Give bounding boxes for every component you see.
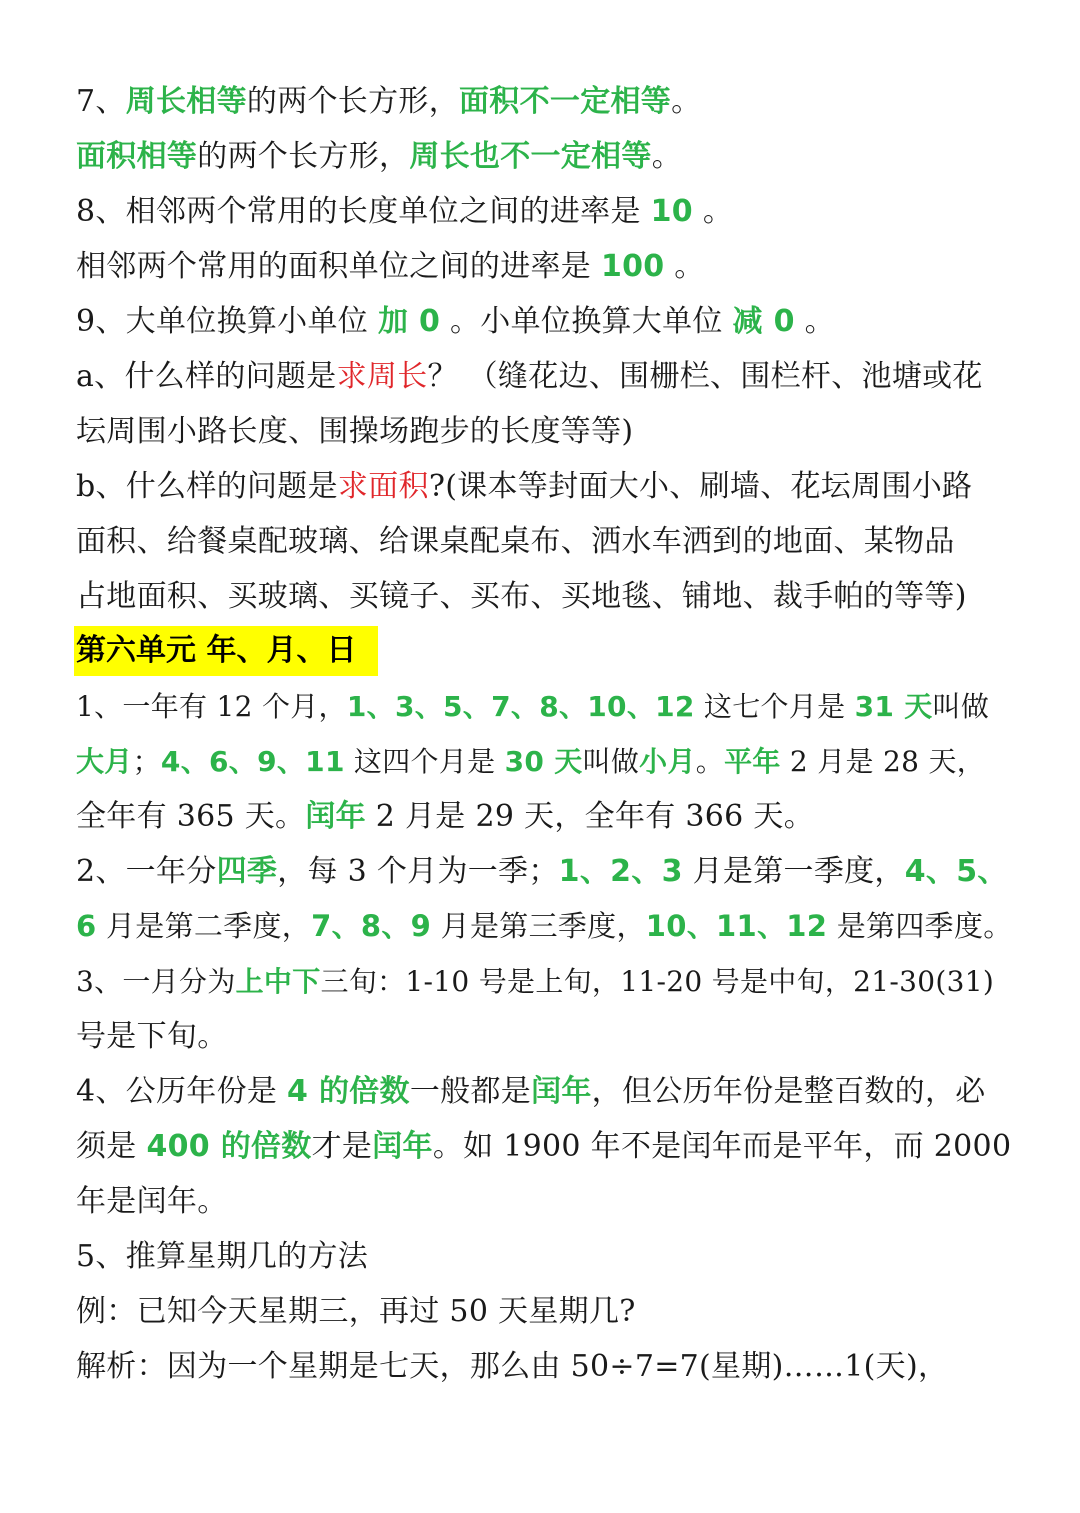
- text-segment: 8、相邻两个常用的长度单位之间的进率是: [76, 194, 651, 229]
- text-line: [76, 1174, 1016, 1229]
- text-line: [76, 74, 1016, 129]
- text-segment: 面积、给餐桌配玻璃、给课桌配桌布、洒水车洒到的地面、某物品: [76, 524, 955, 559]
- text-segment: a、什么样的问题是: [76, 359, 337, 394]
- text-line: [76, 569, 1016, 624]
- section-heading-row: [76, 624, 1016, 679]
- text-segment: 月是第一季度，: [682, 854, 905, 889]
- key-term-green: 4 的倍数: [287, 1074, 410, 1109]
- text-segment: ，但公历年份是整百数的，必: [591, 1074, 986, 1109]
- text-segment: 。如 1900 年不是闰年而是平年，而 2000: [432, 1129, 1012, 1164]
- text-segment: 这四个月是: [344, 745, 505, 778]
- key-term-green: 面积相等: [76, 139, 198, 174]
- text-segment: ？ （缝花边、围栅栏、围栏杆、池塘或花: [427, 359, 983, 394]
- text-segment: 例：已知今天星期三，再过 50 天星期几?: [76, 1294, 636, 1329]
- key-term-green: 31 天: [854, 690, 933, 723]
- text-line: [76, 184, 1016, 239]
- key-term-green: 7、8、9: [311, 909, 432, 943]
- text-segment: 须是: [76, 1129, 147, 1164]
- text-line: [76, 294, 1016, 349]
- text-segment: 。小单位换算大单位: [440, 304, 733, 339]
- text-line: [76, 734, 1016, 789]
- text-line: [76, 239, 1016, 294]
- key-term-green: 4、5、: [904, 854, 1008, 889]
- text-segment: 。: [664, 249, 705, 284]
- text-line: [76, 954, 1016, 1009]
- text-segment: 年是闰年。: [76, 1184, 228, 1219]
- text-segment: 9、大单位换算小单位: [76, 304, 378, 339]
- text-line: [76, 349, 1016, 404]
- text-line: [76, 1009, 1016, 1064]
- text-segment: 号是下旬。: [76, 1019, 228, 1054]
- key-term-green: 平年: [724, 745, 781, 778]
- text-segment: 的两个长方形，: [246, 84, 459, 119]
- key-term-green: 面积不一定相等: [459, 84, 672, 119]
- key-term-green: 10、11、12: [645, 909, 828, 943]
- text-line: [76, 1229, 1016, 1284]
- key-term-green: 100: [600, 249, 665, 284]
- text-segment: b、什么样的问题是: [76, 469, 338, 504]
- text-segment: 4、公历年份是: [76, 1074, 288, 1109]
- key-term-green: 闰年: [531, 1074, 592, 1109]
- key-term-green: 上中下: [235, 965, 321, 998]
- key-term-green: 30 天: [504, 745, 583, 778]
- key-term-green: 400 的倍数: [146, 1129, 312, 1164]
- text-segment: 解析：因为一个星期是七天，那么由 50÷7=7(星期)……1(天)，: [76, 1349, 949, 1384]
- text-segment: 5、推算星期几的方法: [76, 1239, 369, 1274]
- text-line: [76, 459, 1016, 514]
- text-segment: 1、一年有 12 个月，: [76, 690, 347, 723]
- key-term-green: 1、3、5、7、8、10、12: [346, 690, 695, 723]
- text-segment: 的两个长方形，: [197, 139, 410, 174]
- text-segment: 叫做: [932, 690, 990, 723]
- key-term-green: 4、6、9、11: [160, 745, 345, 778]
- text-segment: ?(课本等封面大小、刷墙、花坛周围小路: [428, 469, 973, 504]
- key-term-green: 小月: [639, 745, 696, 778]
- text-segment: 7、: [76, 84, 126, 119]
- text-segment: 这七个月是: [694, 690, 855, 723]
- text-segment: 相邻两个常用的面积单位之间的进率是: [76, 249, 601, 284]
- text-segment: 叫做: [582, 745, 640, 778]
- text-segment: 。: [794, 304, 835, 339]
- text-segment: 月是第三季度，: [431, 909, 646, 943]
- text-segment: 。: [695, 745, 725, 778]
- text-line: [76, 129, 1016, 184]
- text-segment: 2 月是 29 天，全年有 366 天。: [365, 799, 814, 834]
- key-term-green: 周长也不一定相等: [409, 139, 652, 174]
- key-term-green: 减 0: [732, 304, 795, 339]
- text-line: [76, 679, 1016, 734]
- text-line: [76, 404, 1016, 459]
- text-line: [76, 844, 1016, 899]
- text-segment: 才是: [311, 1129, 373, 1164]
- key-term-red: 求周长: [336, 359, 428, 394]
- text-line: [76, 1064, 1016, 1119]
- text-segment: 三旬：1-10 号是上旬，11-20 号是中旬，21-30(31): [320, 965, 995, 998]
- text-segment: 全年有 365 天。: [76, 799, 306, 834]
- text-segment: 一般都是: [409, 1074, 532, 1109]
- key-term-green: 周长相等: [125, 84, 247, 119]
- key-term-green: 加 0: [377, 304, 441, 339]
- key-term-green: 大月: [76, 745, 133, 778]
- key-term-green: 6: [76, 909, 97, 943]
- text-segment: 是第四季度。: [827, 909, 1013, 943]
- text-segment: 。: [692, 194, 734, 229]
- key-term-green: 四季: [216, 854, 278, 889]
- text-line: [76, 514, 1016, 569]
- text-segment: 2 月是 28 天，: [780, 745, 986, 778]
- text-segment: 。: [671, 84, 702, 119]
- key-term-green: 闰年: [372, 1129, 433, 1164]
- document-body: [76, 74, 1016, 1394]
- text-segment: 占地面积、买玻璃、买镜子、买布、买地毯、铺地、裁手帕的等等): [76, 579, 967, 614]
- text-line: [76, 899, 1016, 954]
- text-line: [76, 1339, 1016, 1394]
- text-segment: 坛周围小路长度、围操场跑步的长度等等): [76, 414, 634, 449]
- text-line: [76, 1119, 1016, 1174]
- key-term-green: 1、2、3: [558, 854, 683, 889]
- text-line: [76, 1284, 1016, 1339]
- key-term-red: 求面积: [337, 469, 429, 504]
- key-term-green: 闰年: [305, 799, 366, 834]
- section-heading: 第六单元 年、月、日: [74, 626, 378, 676]
- text-segment: ，每 3 个月为一季；: [277, 854, 559, 889]
- text-line: [76, 789, 1016, 844]
- text-segment: ；: [132, 745, 161, 778]
- text-segment: 月是第二季度，: [96, 909, 312, 943]
- text-segment: 3、一月分为: [76, 965, 236, 998]
- text-segment: 2、一年分: [76, 854, 217, 889]
- key-term-green: 10: [650, 194, 693, 229]
- text-segment: 。: [651, 139, 683, 174]
